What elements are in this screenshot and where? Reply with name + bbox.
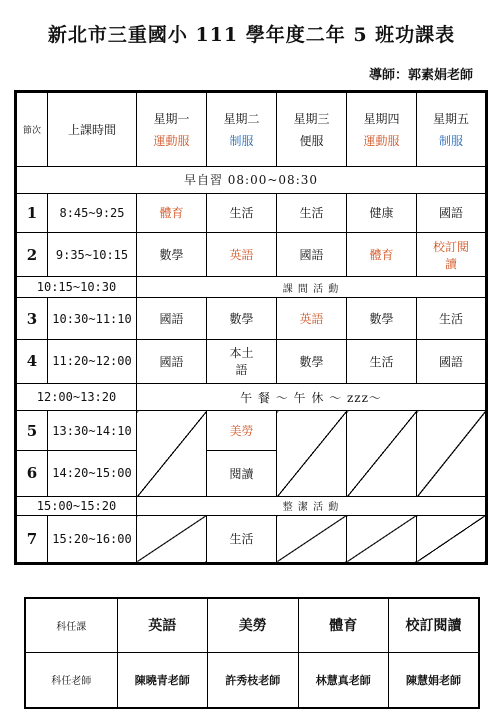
period-number: 4 <box>16 340 48 384</box>
class-cell: 校訂閱讀 <box>417 233 487 277</box>
break-row <box>16 277 487 298</box>
period-number: 1 <box>16 193 48 233</box>
period-time: 13:30~14:10 <box>48 411 137 451</box>
subject-name: 美勞 <box>208 598 299 652</box>
subject-row <box>25 598 479 652</box>
class-cell: 英語 <box>277 298 347 340</box>
class-cell: 體育 <box>137 193 207 233</box>
empty-cell <box>347 515 417 563</box>
period-row <box>16 515 487 563</box>
teacher-name: 許秀枝老師 <box>208 652 299 708</box>
lunch-row <box>16 383 487 410</box>
break-time: 12:00~13:20 <box>16 383 137 410</box>
period-time: 11:20~12:00 <box>48 340 137 384</box>
day-thursday: 星期四 運動服 <box>347 92 417 167</box>
teacher-row <box>25 652 479 708</box>
class-cell: 生活 <box>207 193 277 233</box>
day-tuesday: 星期二 制服 <box>207 92 277 167</box>
class-cell: 國語 <box>137 298 207 340</box>
class-cell: 國語 <box>137 340 207 384</box>
header-row <box>16 92 487 167</box>
period-number: 2 <box>16 233 48 277</box>
morning-study: 早自習 08:00~08:30 <box>16 167 487 193</box>
period-row <box>16 193 487 233</box>
period-time: 9:35~10:15 <box>48 233 137 277</box>
class-cell: 國語 <box>277 233 347 277</box>
homeroom-teacher: 導師：郭素娟老師 <box>368 68 473 83</box>
class-cell: 數學 <box>137 233 207 277</box>
class-cell: 美勞 <box>207 411 277 451</box>
teacher-name: 陳慧娟老師 <box>389 652 480 708</box>
empty-cell <box>277 515 347 563</box>
period-number: 3 <box>16 298 48 340</box>
empty-cell <box>137 515 207 563</box>
class-cell: 數學 <box>207 298 277 340</box>
subject-teachers-table <box>24 597 480 709</box>
page-title: 新北市三重國小 111 學年度二年 5 班功課表 <box>47 24 456 46</box>
morning-row <box>16 167 487 193</box>
subject-name: 校訂閱讀 <box>389 598 480 652</box>
period-time: 10:30~11:10 <box>48 298 137 340</box>
class-cell: 國語 <box>417 193 487 233</box>
class-cell: 生活 <box>277 193 347 233</box>
break-label: 整 潔 活 動 <box>137 496 487 515</box>
period-number: 5 <box>16 411 48 451</box>
subject-label: 科任課 <box>25 598 117 652</box>
empty-cell <box>417 515 487 563</box>
day-wednesday: 星期三 便服 <box>277 92 347 167</box>
teacher-name: 陳曉青老師 <box>117 652 208 708</box>
break-time: 10:15~10:30 <box>16 277 137 298</box>
class-cell: 生活 <box>417 298 487 340</box>
day-friday: 星期五 制服 <box>417 92 487 167</box>
class-cell: 本土語 <box>207 340 277 384</box>
empty-cell <box>137 411 207 497</box>
subject-name: 英語 <box>117 598 208 652</box>
break-time: 15:00~15:20 <box>16 496 137 515</box>
teacher-name: 林慧真老師 <box>298 652 389 708</box>
schedule-table <box>14 90 488 565</box>
period-time: 14:20~15:00 <box>48 450 137 496</box>
teacher-label: 科任老師 <box>25 652 117 708</box>
empty-cell <box>347 411 417 497</box>
break-label: 午 餐 ～ 午 休 ～ zzz～ <box>137 383 487 410</box>
period-row <box>16 411 487 451</box>
day-monday: 星期一 運動服 <box>137 92 207 167</box>
time-header: 上課時間 <box>48 92 137 167</box>
break-label: 課 間 活 動 <box>137 277 487 298</box>
class-cell: 閱讀 <box>207 450 277 496</box>
class-cell: 健康 <box>347 193 417 233</box>
subject-name: 體育 <box>298 598 389 652</box>
empty-cell <box>417 411 487 497</box>
period-header: 節次 <box>16 92 48 167</box>
empty-cell <box>277 411 347 497</box>
period-row <box>16 233 487 277</box>
period-row <box>16 340 487 384</box>
period-row <box>16 298 487 340</box>
class-cell: 國語 <box>417 340 487 384</box>
period-number: 6 <box>16 450 48 496</box>
class-cell: 生活 <box>347 340 417 384</box>
class-cell: 體育 <box>347 233 417 277</box>
class-cell: 英語 <box>207 233 277 277</box>
class-cell: 數學 <box>277 340 347 384</box>
break-row <box>16 496 487 515</box>
period-time: 8:45~9:25 <box>48 193 137 233</box>
period-time: 15:20~16:00 <box>48 515 137 563</box>
period-number: 7 <box>16 515 48 563</box>
class-cell: 數學 <box>347 298 417 340</box>
class-cell: 生活 <box>207 515 277 563</box>
